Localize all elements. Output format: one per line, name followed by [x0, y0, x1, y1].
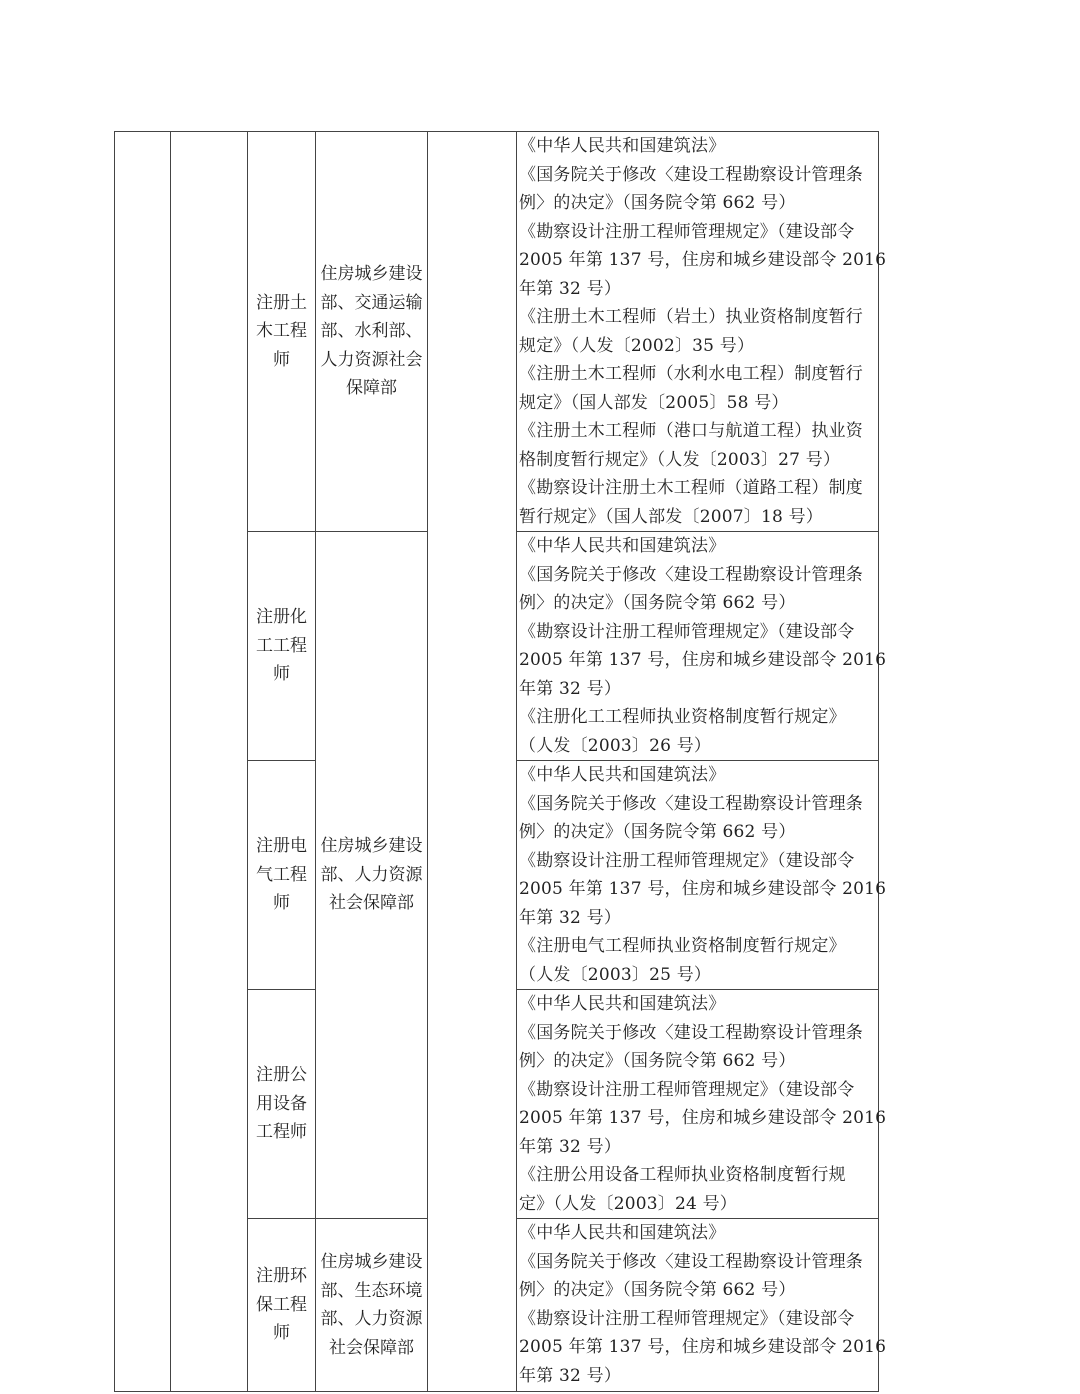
- cert-name-cell: 注册环 保工程 师: [248, 1219, 316, 1392]
- legal-basis-cell: 《中华人民共和国建筑法》 《国务院关于修改〈建设工程勘察设计管理条 例〉的决定》（国务院令第 662 号） 《勘察设计注册工程师管理规定》（建设部令 2005 年第 137 号，住房和城乡建设部令 2016 年第 32 号） 《注册公用设备工程师执业资格制度暂行规 定》（人发〔2003〕24 号）: [517, 990, 879, 1219]
- qualification-table: [114, 131, 887, 1392]
- dept-cell: 住房城乡建设 部、交通运输 部、水利部、 人力资源社会 保障部: [316, 132, 428, 532]
- table-row: [115, 132, 879, 532]
- legal-basis-cell: 《中华人民共和国建筑法》 《国务院关于修改〈建设工程勘察设计管理条 例〉的决定》（国务院令第 662 号） 《勘察设计注册工程师管理规定》（建设部令 2005 年第 137 号，住房和城乡建设部令 2016 年第 32 号） 《注册电气工程师执业资格制度暂行规定》 （人发〔2003〕25 号）: [517, 761, 879, 990]
- dept-cell-shared: 住房城乡建设 部、人力资源 社会保障部: [316, 532, 428, 1219]
- dept-cell: 住房城乡建设 部、生态环境 部、人力资源 社会保障部: [316, 1219, 428, 1392]
- blank-cell-col2: [171, 132, 248, 1392]
- cert-name-cell: 注册公 用设备 工程师: [248, 990, 316, 1219]
- legal-basis-cell: 《中华人民共和国建筑法》 《国务院关于修改〈建设工程勘察设计管理条 例〉的决定》（国务院令第 662 号） 《勘察设计注册工程师管理规定》（建设部令 2005 年第 137 号，住房和城乡建设部令 2016 年第 32 号）: [517, 1219, 879, 1392]
- cert-name-cell: 注册电 气工程 师: [248, 761, 316, 990]
- legal-basis-cell: 《中华人民共和国建筑法》 《国务院关于修改〈建设工程勘察设计管理条 例〉的决定》（国务院令第 662 号） 《勘察设计注册工程师管理规定》（建设部令 2005 年第 137 号，住房和城乡建设部令 2016 年第 32 号） 《注册土木工程师（岩土）执业资格制度暂行 规定》（人发〔2002〕35 号） 《注册土木工程师（水利水电工程）制度暂行 规定》（国人部发〔2005〕58 号） 《注册土木工程师（港口与航道工程）执业资 格制度暂行规定》（人发〔2003〕27 号） 《勘察设计注册土木工程师（道路工程）制度 暂行规定》（国人部发〔2007〕18 号）: [517, 132, 879, 532]
- blank-cell-col1: [115, 132, 171, 1392]
- cert-name-cell: 注册化 工工程 师: [248, 532, 316, 761]
- blank-cell-col5: [428, 132, 517, 1392]
- cert-name-cell: 注册土 木工程 师: [248, 132, 316, 532]
- legal-basis-cell: 《中华人民共和国建筑法》 《国务院关于修改〈建设工程勘察设计管理条 例〉的决定》（国务院令第 662 号） 《勘察设计注册工程师管理规定》（建设部令 2005 年第 137 号，住房和城乡建设部令 2016 年第 32 号） 《注册化工工程师执业资格制度暂行规定》 （人发〔2003〕26 号）: [517, 532, 879, 761]
